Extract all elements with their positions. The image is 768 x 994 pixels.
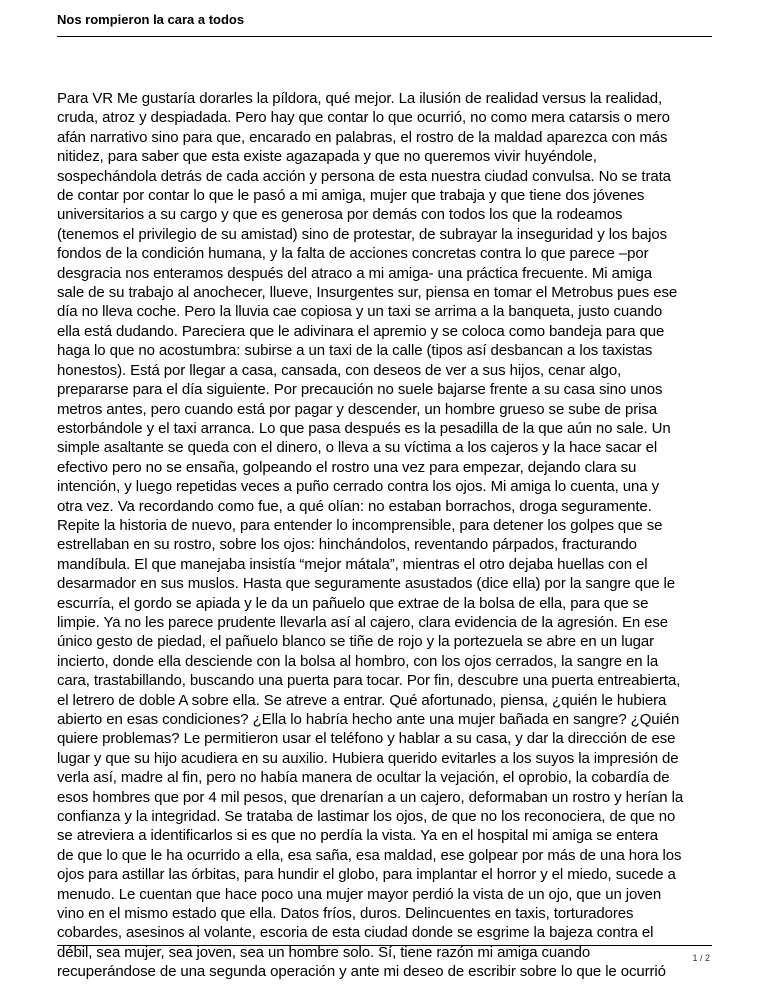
page-number: 1 / 2 xyxy=(692,953,710,963)
page-header xyxy=(57,12,712,37)
page-footer xyxy=(57,945,712,966)
document-title: Nos rompieron la cara a todos xyxy=(57,12,245,27)
body-paragraph: Para VR Me gustaría dorarles la píldora, qué mejor. La ilusión de realidad versus la realidad, cruda, atroz y despiadada. Pero hay que contar lo que ocurrió, no como mera catarsis o mero afán narrativo sino para que, encarado en palabras, el rostro de la maldad aparezca con más nitidez, para saber que esta existe agazapada y que no queremos vivir huyéndole, sospechándola detrás de cada acción y persona de esta nuestra ciudad convulsa. No se trata de contar por contar lo que le pasó a mi amiga, mujer que trabaja y que tiene dos jóvenes universitarios a su cargo y que es generosa por demás con todos los que la rodeamos (tenemos el privilegio de su amistad) sino de protestar, de subrayar la inseguridad y los bajos fondos de la condición humana, y la falta de acciones concretas contra lo que parece –por desgracia nos enteramos después del atraco a mi amiga- una práctica frecuente. Mi amiga sale de su trabajo al anochecer, llueve, Insurgentes sur, piensa en tomar el Metrobus pues ese día no lleva coche. Pero la lluvia cae copiosa y un taxi se arrima a la banqueta, justo cuando ella está dudando. Pareciera que le adivinara el apremio y se coloca como bandeja para que haga lo que no acostumbra: subirse a un taxi de la calle (tipos así desbancan a los taxistas honestos). Está por llegar a casa, cansada, con deseos de ver a sus hijos, cenar algo, prepararse para el día siguiente. Por precaución no suele bajarse frente a su casa sino unos metros antes, pero cuando está por pagar y descender, un hombre grueso se sube de prisa estorbándole y el taxi arranca. Lo que pasa después es la pesadilla de la que aún no sale. Un simple asaltante se queda con el dinero, o lleva a su víctima a los cajeros y la hace sacar el efectivo pero no se ensaña, golpeando el rostro una vez para empezar, dejando clara su intención, y luego repetidas veces a puño cerrado contra los ojos. Mi amiga lo cuenta, una y otra vez. Va recordando como fue, a qué olían: no estaban borrachos, droga seguramente. Repite la historia de nuevo, para entender lo incomprensible, para detener los golpes que se estrellaban en su rostro, sobre los ojos: hinchándolos, reventando párpados, fracturando mandíbula. El que manejaba insistía “mejor mátala”, mientras el otro dejaba huellas con el desarmador en sus muslos. Hasta que seguramente asustados (dice ella) por la sangre que le escurría, el gordo se apiada y le da un pañuelo que extrae de la bolsa de ella, para que se limpie. Ya no les parece prudente llevarla así al cajero, clara evidencia de la agresión. En ese único gesto de piedad, el pañuelo blanco se tiñe de rojo y la portezuela se abre en un lugar incierto, donde ella desciende con la bolsa al hombro, con los ojos cerrados, la sangre en la cara, trastabillando, buscando una puerta para tocar. Por fin, descubre una puerta entreabierta, el letrero de doble A sobre ella. Se atreve a entrar. Qué afortunado, piensa, ¿quién le hubiera abierto en esas condiciones? ¿Ella lo habría hecho ante una mujer bañada en sangre? ¿Quién quiere problemas? Le permitieron usar el teléfono y hablar a su casa, y dar la dirección de ese lugar y que su hijo acudiera en su auxilio. Hubiera querido evitarles a los suyos la impresión de verla así, madre al fin, pero no había manera de ocultar la vejación, el oprobio, la cobardía de esos hombres que por 4 mil pesos, que drenarían a un cajero, deformaban un rostro y herían la confianza y la integridad. Se trataba de lastimar los ojos, de que no los reconociera, de que no se atreviera a identificarlos si es que no perdía la vista. Ya en el hospital mi amiga se entera de que lo que le ha ocurrido a ella, esa saña, esa maldad, ese golpear por más de una hora los ojos para astillar las órbitas, para hundir el globo, para implantar el horror y el miedo, sucede a menudo. Le cuentan que hace poco una mujer mayor perdió la vista de un ojo, que un joven vino en el mismo estado que ella. Datos fríos, duros. Delincuentes en taxis, torturadores cobardes, asesinos al volante, escoria de esta ciudad donde se esgrime la bajeza contra el débil, sea mujer, sea joven, sea un hombre solo. Sí, tiene razón mi amiga cuando recuperándose de una segunda operación y ante mi deseo de escribir sobre lo que le ocurrió xyxy=(57,90,684,981)
